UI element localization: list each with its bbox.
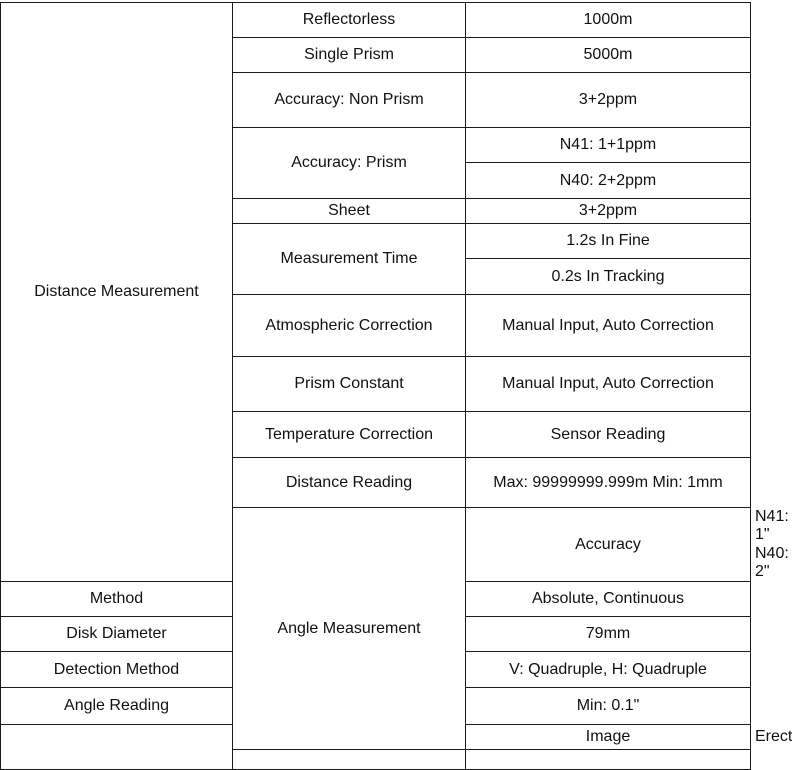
row-value-sheet: 3+2ppm [466, 199, 751, 224]
row-label-sheet: Sheet [233, 199, 466, 224]
row-label-empty [233, 750, 466, 770]
row-label-prism-constant: Prism Constant [233, 357, 466, 412]
row-label-detection-method: Detection Method [1, 652, 233, 688]
row-label-image: Image [466, 725, 751, 750]
section-angle-measurement: Angle Measurement [233, 508, 466, 750]
section-third [1, 725, 233, 770]
row-value-accuracy-prism-n40: N40: 2+2ppm [466, 163, 751, 199]
specifications-table [0, 2, 792, 770]
row-label-atmospheric-correction: Atmospheric Correction [233, 295, 466, 357]
row-label-accuracy-prism: Accuracy: Prism [233, 128, 466, 199]
table-row [1, 3, 751, 38]
row-value-distance-reading: Max: 99999999.999m Min: 1mm [466, 458, 751, 508]
row-label-method: Method [1, 582, 233, 617]
row-value-measurement-time-fine: 1.2s In Fine [466, 224, 751, 259]
section-distance-measurement: Distance Measurement [1, 3, 233, 582]
row-value-single-prism: 5000m [466, 38, 751, 73]
row-label-distance-reading: Distance Reading [233, 458, 466, 508]
row-value-measurement-time-tracking: 0.2s In Tracking [466, 259, 751, 295]
table-row: Angle Measurement Accuracy N41: 1" [1, 508, 751, 545]
row-label-measurement-time: Measurement Time [233, 224, 466, 295]
table-row: N40: 2" [755, 545, 789, 580]
row-value-detection-method: V: Quadruple, H: Quadruple [466, 652, 751, 688]
row-label-angle-reading: Angle Reading [1, 688, 233, 725]
row-value-method: Absolute, Continuous [466, 582, 751, 617]
row-value-accuracy-prism-n41: N41: 1+1ppm [466, 128, 751, 163]
row-label-disk-diameter: Disk Diameter [1, 617, 233, 652]
row-label-accuracy-non-prism: Accuracy: Non Prism [233, 73, 466, 128]
row-label-temperature-correction: Temperature Correction [233, 412, 466, 458]
row-label-angle-accuracy: Accuracy [466, 508, 751, 582]
row-label-reflectorless: Reflectorless [233, 3, 466, 38]
row-value-reflectorless: 1000m [466, 3, 751, 38]
row-value-angle-reading: Min: 0.1" [466, 688, 751, 725]
row-value-disk-diameter: 79mm [466, 617, 751, 652]
row-value-atmospheric-correction: Manual Input, Auto Correction [466, 295, 751, 357]
row-value-prism-constant: Manual Input, Auto Correction [466, 357, 751, 412]
row-label-single-prism: Single Prism [233, 38, 466, 73]
row-value-accuracy-non-prism: 3+2ppm [466, 73, 751, 128]
row-value-temperature-correction: Sensor Reading [466, 412, 751, 458]
row-value-empty [466, 750, 751, 770]
table-row: Image Erect [1, 725, 751, 750]
